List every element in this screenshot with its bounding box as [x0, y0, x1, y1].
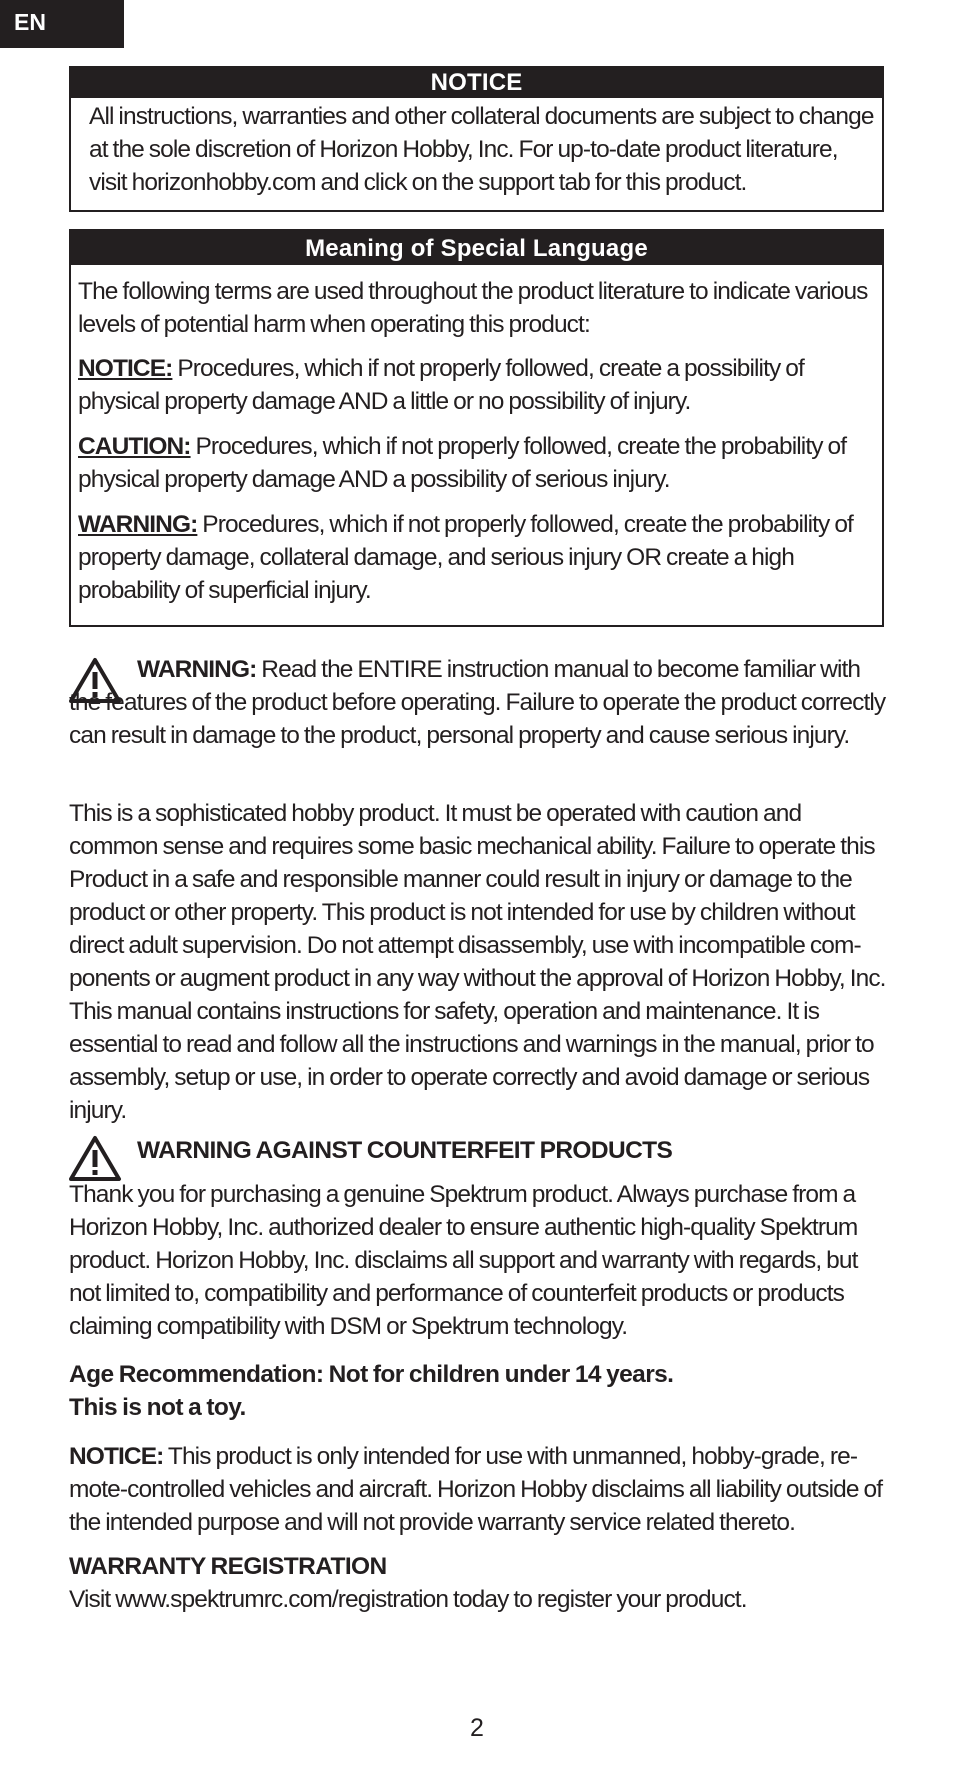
caution-definition-text: Procedures, which if not properly followed, create the probability of physical property damage AND a possibility of serious injury. — [78, 433, 847, 493]
special-language-box — [69, 229, 884, 627]
counterfeit-warning-title: WARNING AGAINST COUNTERFEIT PRODUCTS — [137, 1137, 673, 1164]
read-manual-warning — [69, 653, 889, 752]
notice-box-text: All instructions, warranties and other collateral documents are subject to change at the sole discretion of Horizon Hobby, Inc. For up-to-date product literature, visit horizonhobby.com and click on the support tab for this product. — [89, 103, 874, 196]
language-tab: EN — [0, 0, 124, 48]
age-recommendation — [69, 1358, 889, 1424]
age-recommendation-line2: This is not a toy. — [69, 1394, 246, 1421]
notice-box — [69, 66, 884, 212]
caution-definition — [78, 430, 876, 496]
notice-box-title: NOTICE — [71, 68, 882, 98]
special-language-intro: The following terms are used throughout the product literature to indicate various levels of potential harm when operating this product: — [78, 278, 868, 338]
warning-definition-text: Procedures, which if not properly followed, create the probability of property damage, collateral damage, and serious injury OR create a high probability of superficial injury. — [78, 511, 853, 604]
warning-triangle-icon — [68, 1134, 122, 1182]
warning-term: WARNING: — [78, 511, 198, 538]
counterfeit-warning-text: Thank you for purchasing a genuine Spektrum product. Always purchase from a Horizon Hobby, Inc. authorized dealer to ensure authentic high-quality Spektrum product. Horizon Hobby, Inc. disclaims all support and warranty with regards, but not limited to, compatibility and performance of counterfeit products or products claiming compatibility with DSM or Spektrum technology. — [69, 1181, 858, 1340]
usage-notice — [69, 1440, 889, 1539]
notice-term: NOTICE: — [78, 355, 173, 382]
warranty-registration-text: Visit www.spektrumrc.com/registration today to register your product. — [69, 1586, 747, 1613]
warranty-registration-title: WARRANTY REGISTRATION — [69, 1553, 387, 1580]
page-number: 2 — [470, 1714, 484, 1742]
caution-term: CAUTION: — [78, 433, 191, 460]
notice-definition-text: Procedures, which if not properly followed, create a possibility of physical property damage AND a little or no possibility of injury. — [78, 355, 804, 415]
read-manual-warning-text: Read the ENTIRE instruction manual to become familiar with the features of the product before operating. Failure to operate the product correctly can result in damage to the product, personal property and cause serious injury. — [69, 656, 886, 749]
warning-definition — [78, 508, 876, 607]
usage-notice-label: NOTICE: — [69, 1443, 164, 1470]
age-recommendation-line1: Age Recommendation: Not for children under 14 years. — [69, 1361, 674, 1388]
special-language-title: Meaning of Special Language — [71, 231, 882, 265]
notice-definition — [78, 352, 876, 418]
usage-notice-text: This product is only intended for use with unmanned, hobby-grade, re-mote-controlled vehicles and aircraft. Horizon Hobby disclaims all liability outside of the intended purpose and will not provide warranty service related thereto. — [69, 1443, 883, 1536]
sophisticated-product-paragraph: This is a sophisticated hobby product. It must be operated with caution and common sense and requires some basic mechanical ability. Failure to operate this Product in a safe and responsible manner could result in injury or damage to the product or other property. This product is not intended for use by children without direct adult supervision. Do not attempt disassembly, use with incompatible com-ponents or augment product in any way without the approval of Horizon Hobby, Inc. This manual contains instructions for safety, operation and maintenance. It is essential to read and follow all the instructions and warnings in the manual, prior to assembly, setup or use, in order to operate correctly and avoid damage or serious injury. — [69, 800, 886, 1124]
read-manual-warning-label: WARNING: — [137, 656, 257, 683]
